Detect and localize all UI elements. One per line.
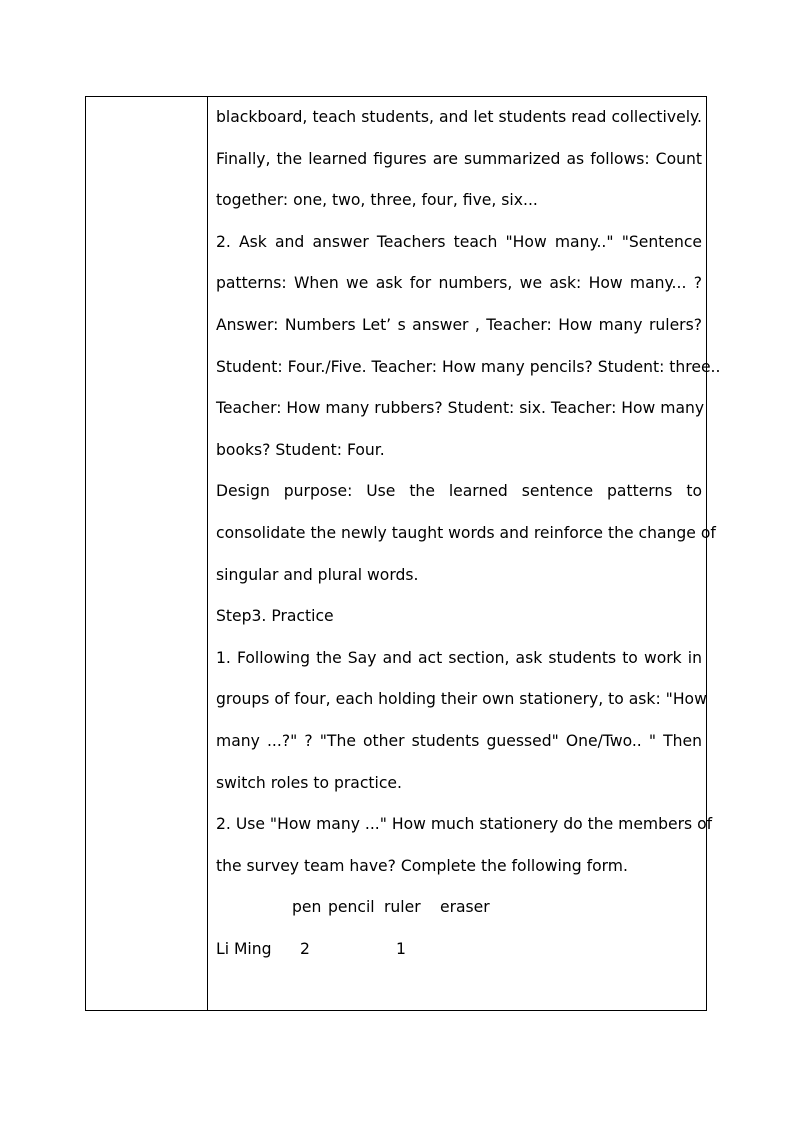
lesson-table	[85, 96, 721, 1011]
text-line: switch roles to practice.	[216, 773, 402, 792]
text-line: Answer: Numbers Let’ s answer , Teacher: How many rulers?	[216, 315, 702, 334]
text-line: 2. Ask and answer Teachers teach "How many.." "Sentence	[216, 232, 702, 251]
lesson-content-cell	[216, 97, 721, 970]
header-pen: pen	[292, 898, 322, 917]
text-line: 2. Use "How many ..." How much stationery do the members of	[216, 815, 713, 834]
text-line: consolidate the newly taught words and reinforce the change of	[216, 523, 716, 542]
column-divider	[207, 97, 208, 1010]
text-line: blackboard, teach students, and let students read collectively.	[216, 108, 702, 126]
text-line: Student: Four./Five. Teacher: How many pencils? Student: three..	[216, 357, 721, 376]
row-name: Li Ming	[216, 939, 272, 958]
header-pencil: pencil	[328, 898, 375, 917]
text-line: Design purpose: Use the learned sentence patterns to	[216, 482, 702, 501]
section-heading: Step3. Practice	[216, 607, 334, 626]
survey-table-row	[216, 929, 702, 971]
text-line: 1. Following the Say and act section, ask students to work in	[216, 648, 702, 667]
text-line: together: one, two, three, four, five, six...	[216, 191, 538, 210]
text-line: the survey team have? Complete the following form.	[216, 856, 628, 875]
text-line: Finally, the learned figures are summarized as follows: Count	[216, 149, 702, 168]
cell-pen: 2	[300, 939, 310, 958]
cell-ruler: 1	[396, 939, 406, 958]
text-line: singular and plural words.	[216, 565, 419, 584]
text-line: patterns: When we ask for numbers, we ask: How many... ?	[216, 274, 702, 293]
text-line: many ...?" ? "The other students guessed" One/Two.. " Then	[216, 731, 702, 750]
text-line: books? Student: Four.	[216, 440, 385, 459]
survey-table-header	[216, 887, 702, 929]
text-line: groups of four, each holding their own stationery, to ask: "How	[216, 690, 707, 709]
header-ruler: ruler	[384, 898, 421, 917]
header-eraser: eraser	[440, 898, 490, 917]
left-column-cell	[86, 97, 207, 1010]
text-line: Teacher: How many rubbers? Student: six. Teacher: How many	[216, 399, 705, 418]
